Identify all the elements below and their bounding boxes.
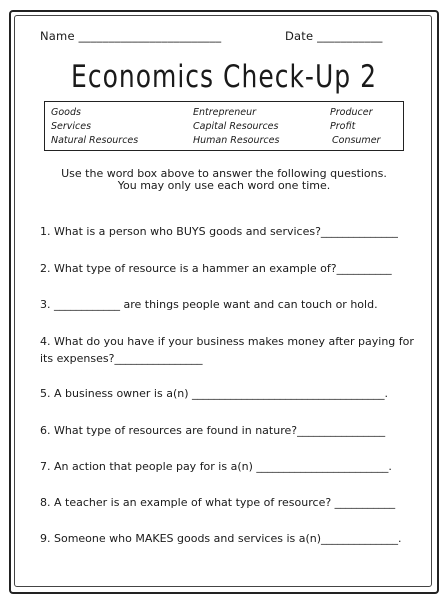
question-9: 9. Someone who MAKES goods and services is a(n)______________. xyxy=(40,532,402,545)
instructions-line-2: You may only use each word one time. xyxy=(117,179,331,192)
word-services: Services xyxy=(51,121,92,132)
word-human-resources: Human Resources xyxy=(193,135,280,146)
page-title: Economics Check-Up 2 xyxy=(71,58,377,95)
word-box xyxy=(44,101,404,151)
word-natural-resources: Natural Resources xyxy=(51,135,139,146)
question-2: 2. What type of resource is a hammer an example of?__________ xyxy=(40,262,392,275)
question-6: 6. What type of resources are found in nature?________________ xyxy=(40,424,386,437)
question-8: 8. A teacher is an example of what type of resource? ___________ xyxy=(40,496,396,509)
question-5: 5. A business owner is a(n) ___________________________________. xyxy=(40,387,389,400)
word-profit: Profit xyxy=(330,121,356,132)
question-4-continued: its expenses?________________ xyxy=(40,352,203,365)
question-4: 4. What do you have if your business makes money after paying for xyxy=(40,335,414,348)
name-line: Name ________________________ xyxy=(40,29,222,43)
date-line: Date ___________ xyxy=(285,29,383,43)
word-goods: Goods xyxy=(51,107,81,118)
word-producer: Producer xyxy=(330,107,373,118)
question-1: 1. What is a person who BUYS goods and services?______________ xyxy=(40,225,398,238)
question-7: 7. An action that people pay for is a(n) ________________________. xyxy=(40,460,392,473)
word-entrepreneur: Entrepreneur xyxy=(193,107,257,118)
word-capital-resources: Capital Resources xyxy=(193,121,279,132)
question-3: 3. ____________ are things people want and can touch or hold. xyxy=(40,298,378,311)
instructions-line-1: Use the word box above to answer the following questions. xyxy=(61,167,387,180)
word-consumer: Consumer xyxy=(332,135,381,146)
